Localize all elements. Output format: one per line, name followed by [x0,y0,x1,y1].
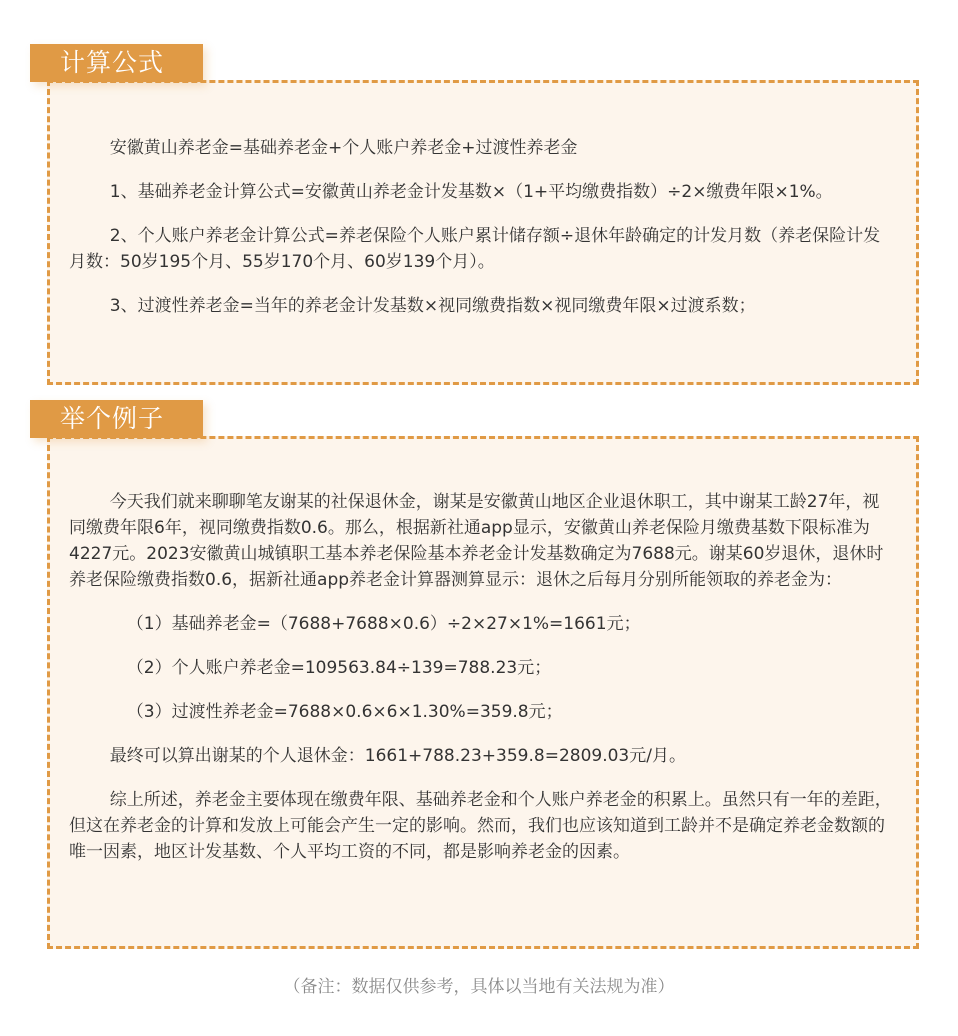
example-item-personal: （2）个人账户养老金=109563.84÷139=788.23元； [126,658,552,678]
section-title-formula: 计算公式 [30,44,203,82]
example-box [47,436,919,949]
example-item-transition: （3）过渡性养老金=7688×0.6×6×1.30%=359.8元； [126,702,563,722]
section-title-example: 举个例子 [30,400,203,438]
formula-main: 安徽黄山养老金=基础养老金+个人账户养老金+过渡性养老金 [109,138,578,158]
formula-box [47,80,919,385]
example-intro: 今天我们就来聊聊笔友谢某的社保退休金，谢某是安徽黄山地区企业退休职工，其中谢某工龄27年，视同缴费年限6年，视同缴费指数0.6。那么，根据新社通app显示，安徽黄山养老保险月缴费基数下限标准为4227元。2023安徽黄山城镇职工基本养老保险基本养老金计发基数确定为7688元。谢某60岁退休，退休时养老保险缴费指数0.6，据新社通app养老金计算器测算显示：退休之后每月分别所能领取的养老金为： [69,492,884,590]
formula-basic: 1、基础养老金计算公式=安徽黄山养老金计发基数×（1+平均缴费指数）÷2×缴费年限×1%。 [109,182,833,202]
example-item-basic: （1）基础养老金=（7688+7688×0.6）÷2×27×1%=1661元； [126,614,641,634]
example-summary: 综上所述，养老金主要体现在缴费年限、基础养老金和个人账户养老金的积累上。虽然只有一年的差距，但这在养老金的计算和发放上可能会产生一定的影响。然而，我们也应该知道到工龄并不是确定养老金数额的唯一因素，地区计发基数、个人平均工资的不同，都是影响养老金的因素。 [69,790,892,862]
formula-personal: 2、个人账户养老金计算公式=养老保险个人账户累计储存额÷退休年龄确定的计发月数（养老保险计发月数：50岁195个月、55岁170个月、60岁139个月）。 [69,226,881,272]
formula-transition: 3、过渡性养老金=当年的养老金计发基数×视同缴费指数×视同缴费年限×过渡系数； [109,296,756,316]
example-total: 最终可以算出谢某的个人退休金：1661+788.23+359.8=2809.03元/月。 [109,746,686,766]
footer-note: （备注：数据仅供参考，具体以当地有关法规为准） [283,977,675,997]
